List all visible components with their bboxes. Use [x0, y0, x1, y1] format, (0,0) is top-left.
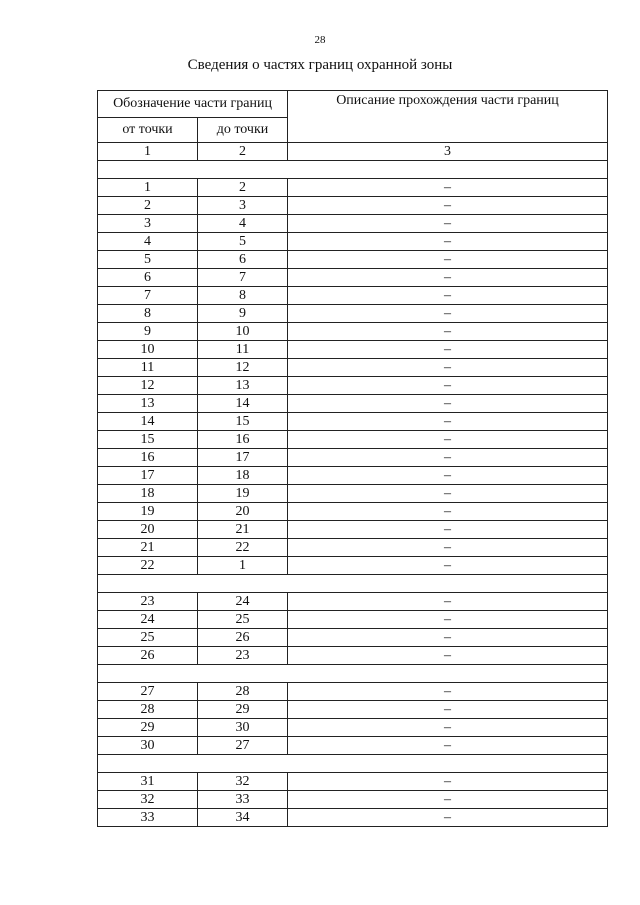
table-row	[98, 701, 608, 719]
from-point-cell: 5	[98, 251, 198, 269]
from-point-cell: 29	[98, 719, 198, 737]
description-cell: –	[288, 287, 608, 305]
from-point-cell: 14	[98, 413, 198, 431]
description-cell: –	[288, 683, 608, 701]
from-point-cell: 15	[98, 431, 198, 449]
description-cell: –	[288, 179, 608, 197]
header-row	[98, 91, 608, 118]
section-separator-row	[98, 755, 608, 773]
description-cell: –	[288, 737, 608, 755]
description-cell: –	[288, 377, 608, 395]
table-row	[98, 395, 608, 413]
to-point-cell: 19	[198, 485, 288, 503]
table-row	[98, 791, 608, 809]
from-point-cell: 21	[98, 539, 198, 557]
table-row	[98, 287, 608, 305]
to-point-cell: 10	[198, 323, 288, 341]
to-point-cell: 30	[198, 719, 288, 737]
to-point-cell: 9	[198, 305, 288, 323]
description-cell: –	[288, 341, 608, 359]
column-number-cell: 3	[288, 143, 608, 161]
from-point-cell: 31	[98, 773, 198, 791]
from-point-cell: 28	[98, 701, 198, 719]
table-row	[98, 683, 608, 701]
description-cell: –	[288, 719, 608, 737]
from-point-cell: 6	[98, 269, 198, 287]
table-row	[98, 215, 608, 233]
table-row	[98, 485, 608, 503]
to-point-cell: 26	[198, 629, 288, 647]
description-cell: –	[288, 557, 608, 575]
description-cell: –	[288, 593, 608, 611]
from-point-cell: 19	[98, 503, 198, 521]
to-point-cell: 6	[198, 251, 288, 269]
to-point-cell: 14	[198, 395, 288, 413]
table-row	[98, 773, 608, 791]
table-row	[98, 809, 608, 827]
table-row	[98, 521, 608, 539]
from-point-cell: 27	[98, 683, 198, 701]
description-cell: –	[288, 215, 608, 233]
from-point-cell: 13	[98, 395, 198, 413]
from-point-cell: 20	[98, 521, 198, 539]
page-number: 28	[314, 34, 326, 46]
column-number-cell: 1	[98, 143, 198, 161]
to-point-cell: 25	[198, 611, 288, 629]
from-point-cell: 25	[98, 629, 198, 647]
to-point-cell: 1	[198, 557, 288, 575]
table-row	[98, 341, 608, 359]
description-cell: –	[288, 467, 608, 485]
document-title: Сведения о частях границ охранной зоны	[187, 57, 453, 73]
from-point-cell: 11	[98, 359, 198, 377]
table-row	[98, 593, 608, 611]
from-point-cell: 33	[98, 809, 198, 827]
description-cell: –	[288, 197, 608, 215]
from-point-cell: 24	[98, 611, 198, 629]
to-point-cell: 20	[198, 503, 288, 521]
description-cell: –	[288, 449, 608, 467]
table-row	[98, 413, 608, 431]
to-point-cell: 32	[198, 773, 288, 791]
description-cell: –	[288, 701, 608, 719]
description-cell: –	[288, 791, 608, 809]
section-separator-cell	[98, 755, 608, 773]
boundary-table	[97, 90, 608, 827]
to-point-cell: 22	[198, 539, 288, 557]
to-point-cell: 5	[198, 233, 288, 251]
from-point-cell: 17	[98, 467, 198, 485]
to-point-cell: 18	[198, 467, 288, 485]
description-cell: –	[288, 359, 608, 377]
table-row	[98, 323, 608, 341]
to-point-cell: 33	[198, 791, 288, 809]
description-cell: –	[288, 809, 608, 827]
section-separator-row	[98, 575, 608, 593]
to-point-cell: 13	[198, 377, 288, 395]
description-cell: –	[288, 647, 608, 665]
from-point-cell: 10	[98, 341, 198, 359]
description-cell: –	[288, 269, 608, 287]
from-point-cell: 1	[98, 179, 198, 197]
to-point-cell: 2	[198, 179, 288, 197]
to-point-cell: 27	[198, 737, 288, 755]
section-separator-cell	[98, 161, 608, 179]
section-separator-cell	[98, 665, 608, 683]
header-from-cell: от точки	[98, 118, 198, 143]
to-point-cell: 11	[198, 341, 288, 359]
description-cell: –	[288, 485, 608, 503]
from-point-cell: 7	[98, 287, 198, 305]
table-row	[98, 179, 608, 197]
header-group-cell: Обозначение части границ	[98, 91, 288, 118]
table-row	[98, 251, 608, 269]
table-row	[98, 611, 608, 629]
description-cell: –	[288, 503, 608, 521]
from-point-cell: 2	[98, 197, 198, 215]
to-point-cell: 3	[198, 197, 288, 215]
description-cell: –	[288, 611, 608, 629]
to-point-cell: 7	[198, 269, 288, 287]
from-point-cell: 4	[98, 233, 198, 251]
description-cell: –	[288, 395, 608, 413]
to-point-cell: 24	[198, 593, 288, 611]
from-point-cell: 9	[98, 323, 198, 341]
to-point-cell: 17	[198, 449, 288, 467]
to-point-cell: 8	[198, 287, 288, 305]
from-point-cell: 3	[98, 215, 198, 233]
table-row	[98, 359, 608, 377]
section-separator-row	[98, 665, 608, 683]
table-row	[98, 557, 608, 575]
to-point-cell: 21	[198, 521, 288, 539]
description-cell: –	[288, 305, 608, 323]
to-point-cell: 16	[198, 431, 288, 449]
description-cell: –	[288, 323, 608, 341]
table-row	[98, 305, 608, 323]
from-point-cell: 23	[98, 593, 198, 611]
table-row	[98, 377, 608, 395]
description-cell: –	[288, 431, 608, 449]
from-point-cell: 32	[98, 791, 198, 809]
table-row	[98, 431, 608, 449]
boundary-table-body	[98, 91, 608, 827]
from-point-cell: 22	[98, 557, 198, 575]
table-row	[98, 737, 608, 755]
description-cell: –	[288, 521, 608, 539]
from-point-cell: 30	[98, 737, 198, 755]
description-cell: –	[288, 233, 608, 251]
table-row	[98, 719, 608, 737]
table-row	[98, 629, 608, 647]
column-number-cell: 2	[198, 143, 288, 161]
from-point-cell: 16	[98, 449, 198, 467]
to-point-cell: 29	[198, 701, 288, 719]
description-cell: –	[288, 539, 608, 557]
to-point-cell: 4	[198, 215, 288, 233]
table-row	[98, 269, 608, 287]
to-point-cell: 28	[198, 683, 288, 701]
header-to-cell: до точки	[198, 118, 288, 143]
to-point-cell: 15	[198, 413, 288, 431]
description-cell: –	[288, 413, 608, 431]
table-row	[98, 503, 608, 521]
section-separator-cell	[98, 575, 608, 593]
table-row	[98, 647, 608, 665]
table-row	[98, 449, 608, 467]
table-row	[98, 539, 608, 557]
description-cell: –	[288, 251, 608, 269]
description-cell: –	[288, 629, 608, 647]
column-number-row	[98, 143, 608, 161]
from-point-cell: 8	[98, 305, 198, 323]
to-point-cell: 34	[198, 809, 288, 827]
header-description-cell: Описание прохождения части границ	[288, 91, 608, 143]
table-row	[98, 233, 608, 251]
table-row	[98, 197, 608, 215]
from-point-cell: 12	[98, 377, 198, 395]
to-point-cell: 23	[198, 647, 288, 665]
to-point-cell: 12	[198, 359, 288, 377]
description-cell: –	[288, 773, 608, 791]
table-row	[98, 467, 608, 485]
from-point-cell: 18	[98, 485, 198, 503]
section-separator-row	[98, 161, 608, 179]
from-point-cell: 26	[98, 647, 198, 665]
